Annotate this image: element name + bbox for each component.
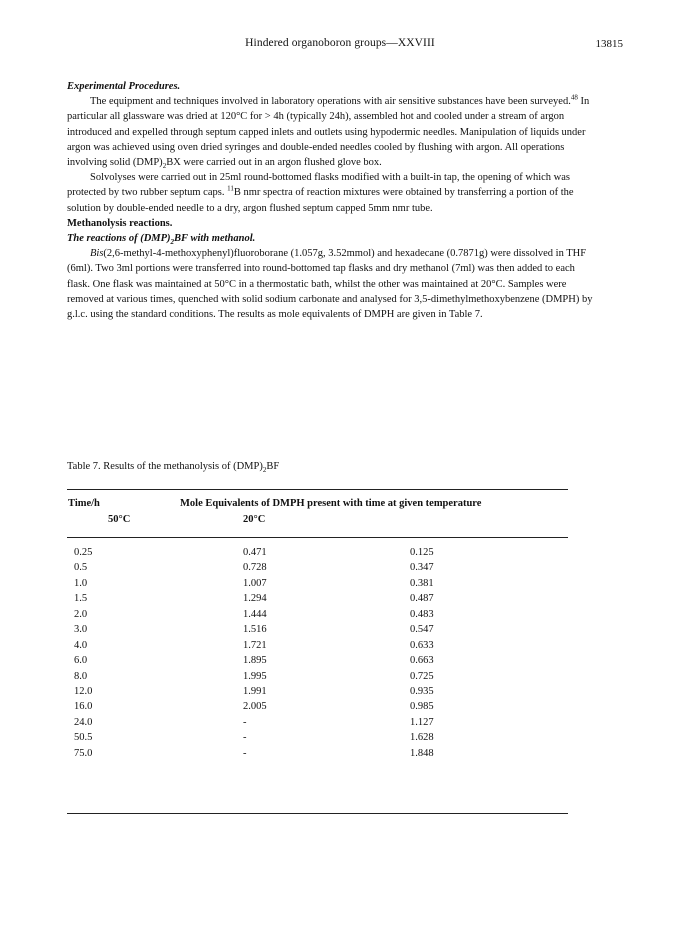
para1-text-c: BX were carried out in an argon flushed glove box.: [166, 157, 382, 169]
value-20c-cell: 0.663: [410, 655, 434, 667]
value-50c-cell: 1.995: [243, 670, 267, 682]
table-header-20c: 20°C: [243, 514, 266, 525]
table-row: [67, 609, 568, 624]
time-cell: 2.0: [74, 608, 88, 620]
value-20c-cell: 0.125: [410, 547, 434, 558]
time-cell: 50.5: [74, 732, 93, 744]
value-50c-cell: 1.991: [243, 685, 267, 697]
value-20c-cell: 0.547: [410, 624, 434, 636]
value-50c-cell: 1.444: [243, 608, 267, 620]
value-20c-cell: 0.347: [410, 562, 434, 574]
value-20c-cell: 0.985: [410, 701, 434, 713]
table-row: [67, 686, 568, 701]
table-row: [67, 655, 568, 670]
table-caption-a: Table 7. Results of the methanolysis of (DMP): [67, 461, 263, 472]
time-cell: 1.5: [74, 593, 88, 605]
value-50c-cell: 1.895: [243, 655, 267, 667]
table-row: [67, 717, 568, 732]
time-cell: 0.5: [74, 562, 88, 574]
time-cell: 75.0: [74, 747, 93, 759]
table-top-rule: [67, 489, 568, 490]
value-20c-cell: 1.628: [410, 732, 434, 744]
time-cell: 8.0: [74, 670, 88, 682]
table-row: [67, 562, 568, 577]
table-caption-subscript: 2: [262, 466, 267, 475]
para3-text: (2,6-methyl-4-methoxyphenyl)fluoroborane (1.057g, 3.52mmol) and hexadecane (0.7871g) were dissolved in THF (6ml). Two 3ml portions were transferred into round-bottomed tap flasks and dry methanol (7ml) was then added to each flask. One flask was maintained at 50°C in a thermostatic bath, whilst the other was maintained at 20°C. Samples were removed at various times, quenched with solid sodium carbonate and analysed for 3,5-dimethylmethoxybenzene (DMPH) by g.l.c. using the standard conditions. The results as mole equivalents of DMPH are given in Table 7.: [67, 248, 593, 321]
table-header-group: Mole Equivalents of DMPH present with time at given temperature: [180, 498, 482, 509]
para2-text-a: Solvolyses were carried out in 25ml round-bottomed flasks modified with a built-in tap, the opening of which was protected by two rubber septum caps.: [67, 172, 570, 199]
value-50c-cell: 0.471: [243, 547, 267, 558]
para1-subscript: 2: [162, 162, 167, 171]
time-cell: 3.0: [74, 624, 88, 636]
page-number: 13815: [595, 38, 623, 50]
para2-text-b: B nmr spectra of reaction mixtures were obtained by transferring a portion of the solution by double-ended needle to a dry, argon flushed septum capped 5mm nmr tube.: [67, 187, 574, 214]
value-20c-cell: 0.381: [410, 577, 434, 589]
table-header-rule: [67, 537, 568, 538]
table-header-50c: 50°C: [108, 514, 131, 525]
para1-text-a: The equipment and techniques involved in laboratory operations with air sensitive substances have been surveyed.: [90, 96, 571, 108]
value-50c-cell: 0.728: [243, 562, 267, 574]
value-50c-cell: 2.005: [243, 701, 267, 713]
value-20c-cell: 1.848: [410, 747, 434, 759]
table-row: [67, 624, 568, 639]
table-caption: [67, 461, 280, 475]
reaction-heading: [67, 231, 600, 246]
value-20c-cell: 0.935: [410, 685, 434, 697]
para3-italic-bis: Bis: [90, 248, 104, 260]
value-20c-cell: 0.483: [410, 608, 434, 620]
time-cell: 16.0: [74, 701, 93, 713]
para2-superscript: 11: [227, 184, 234, 193]
table-row: [67, 748, 568, 763]
table-caption-b: BF: [266, 461, 280, 472]
reaction-heading-b: BF with methanol.: [174, 233, 256, 245]
body-text: [67, 79, 600, 322]
value-50c-cell: 1.294: [243, 593, 267, 605]
value-50c-cell: -: [243, 747, 247, 759]
table-row: [67, 701, 568, 716]
value-20c-cell: 0.725: [410, 670, 434, 682]
reaction-heading-a: The reactions of (DMP): [67, 233, 171, 245]
running-title: Hindered organoboron groups—XXVIII: [245, 37, 435, 49]
value-50c-cell: -: [243, 716, 247, 728]
time-cell: 12.0: [74, 685, 93, 697]
time-cell: 4.0: [74, 639, 88, 651]
paragraph-procedure: [67, 246, 600, 322]
value-50c-cell: 1.007: [243, 577, 267, 589]
value-50c-cell: 1.516: [243, 624, 267, 636]
table-row: [67, 547, 568, 562]
time-cell: 1.0: [74, 577, 88, 589]
value-20c-cell: 0.633: [410, 639, 434, 651]
table-body: [67, 547, 568, 763]
value-20c-cell: 0.487: [410, 593, 434, 605]
table-header-time: Time/h: [68, 498, 100, 509]
table-row: [67, 732, 568, 747]
table-row: [67, 578, 568, 593]
table-row: [67, 593, 568, 608]
time-cell: 24.0: [74, 716, 93, 728]
table-row: [67, 640, 568, 655]
value-50c-cell: -: [243, 732, 247, 744]
page-header: [0, 37, 680, 53]
reference-48: 48: [570, 93, 578, 102]
section-title: Experimental Procedures.: [67, 81, 181, 92]
paragraph-equipment: [67, 94, 600, 170]
table-bottom-rule: [67, 813, 568, 814]
table-row: [67, 671, 568, 686]
time-cell: 0.25: [74, 547, 93, 558]
value-20c-cell: 1.127: [410, 716, 434, 728]
methanolysis-heading: Methanolysis reactions.: [67, 217, 173, 229]
paragraph-solvolyses: [67, 170, 600, 216]
para1-text-b: In particular all glassware was dried at 120°C for > 4h (typically 24h), assembled hot and cooled under a stream of argon introduced and expelled through septum capped inlets and outlets using hypodermic needles. Manipulation of liquids under argon was achieved using oven dried syringes and double-ended needles cooled by flushing with argon. All operations involving solid (DMP): [67, 96, 590, 169]
value-50c-cell: 1.721: [243, 639, 267, 651]
reaction-heading-subscript: 2: [170, 238, 175, 247]
time-cell: 6.0: [74, 655, 88, 667]
